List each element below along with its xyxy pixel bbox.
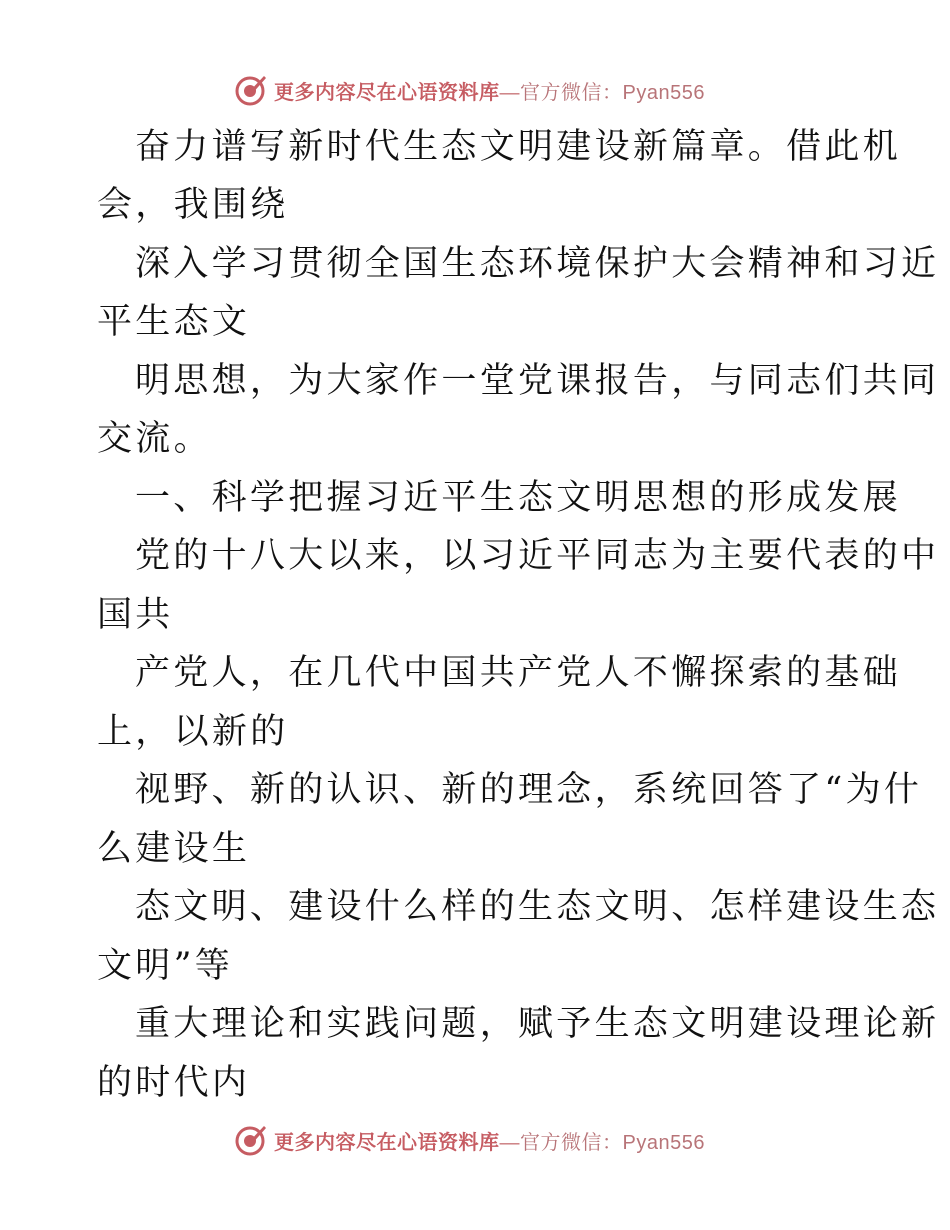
header-banner-text (274, 76, 705, 105)
quill-logo-icon (234, 73, 268, 107)
text-line: 态文明、建设什么样的生态文明、怎样建设生态 (135, 887, 940, 927)
text-line: 平生态文 (97, 302, 251, 342)
banner-brand: 更多内容尽在心语资料库 (274, 1131, 500, 1154)
banner-wechat-id: Pyan556 (622, 81, 705, 104)
text-line: 视野、新的认识、新的理念，系统回答了“为什 (135, 770, 923, 810)
header-watermark-banner (234, 70, 705, 110)
text-line: 交流。 (97, 419, 212, 459)
banner-dash: — (499, 81, 520, 104)
text-line: 国共 (97, 595, 174, 635)
text-line: 上，以新的 (97, 712, 289, 752)
quill-logo-icon (234, 1123, 268, 1157)
banner-brand: 更多内容尽在心语资料库 (274, 81, 500, 104)
banner-wechat-id: Pyan556 (622, 1131, 705, 1154)
footer-watermark-banner (234, 1120, 705, 1160)
text-line: 重大理论和实践问题，赋予生态文明建设理论新 (135, 1004, 940, 1044)
text-line: 会，我围绕 (97, 185, 289, 225)
text-line: 么建设生 (97, 829, 251, 869)
text-line: 深入学习贯彻全国生态环境保护大会精神和习近 (135, 244, 940, 284)
banner-dash: — (499, 1131, 520, 1154)
text-line: 的时代内 (97, 1063, 251, 1103)
footer-banner-text (274, 1126, 705, 1155)
banner-wechat-label: 官方微信： (520, 81, 623, 104)
text-line: 明思想，为大家作一堂党课报告，与同志们共同 (135, 361, 940, 401)
banner-wechat-label: 官方微信： (520, 1131, 623, 1154)
text-line: 产党人，在几代中国共产党人不懈探索的基础 (135, 653, 902, 693)
text-line: 奋力谱写新时代生态文明建设新篇章。借此机 (135, 127, 902, 167)
text-line: 党的十八大以来，以习近平同志为主要代表的中 (135, 536, 940, 576)
section-heading: 一、科学把握习近平生态文明思想的形成发展 (135, 478, 902, 518)
text-line: 文明”等 (97, 946, 234, 986)
